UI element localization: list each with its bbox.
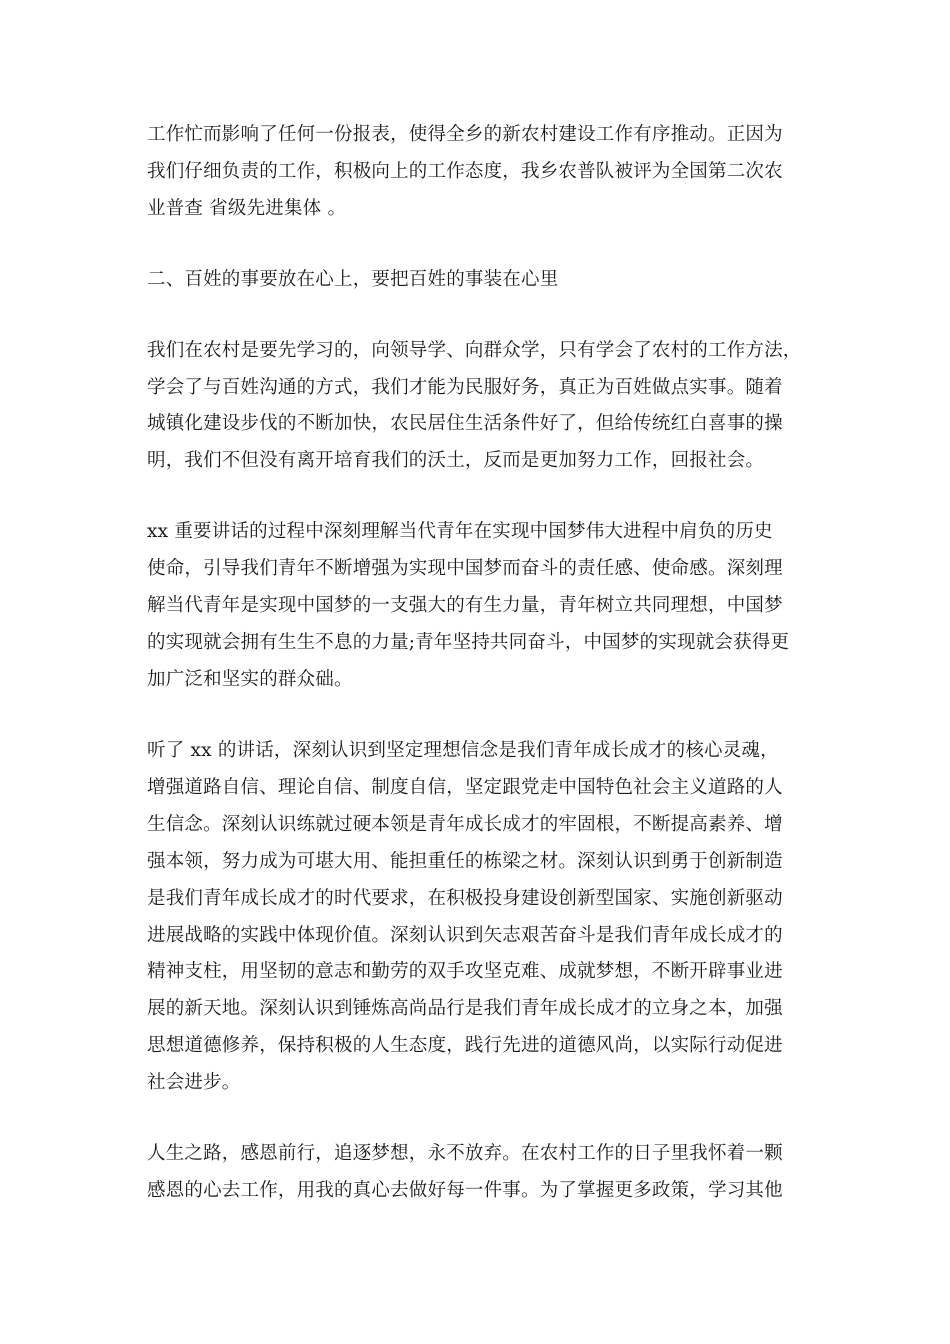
paragraph-5-line-6: 进展战略的实践中体现价值。深刻认识到矢志艰苦奋斗是我们青年成长成才的: [147, 925, 783, 946]
paragraph-1-line-3: 业普查 省级先进集体 。: [147, 198, 347, 219]
section-heading-2: 二、百姓的事要放在心上，要把百姓的事装在心里: [147, 269, 559, 290]
paragraph-1-line-1: 工作忙而影响了任何一份报表，使得全乡的新农村建设工作有序推动。正因为: [147, 124, 783, 145]
paragraph-6-line-2: 感恩的心去工作，用我的真心去做好每一件事。为了掌握更多政策，学习其他: [147, 1180, 783, 1201]
paragraph-4-line-3: 解当代青年是实现中国梦的一支强大的有生力量，青年树立共同理想，中国梦: [147, 595, 783, 616]
paragraph-6-line-1: 人生之路，感恩前行，追逐梦想，永不放弃。在农村工作的日子里我怀着一颗: [147, 1143, 783, 1164]
paragraph-5-line-9: 思想道德修养，保持积极的人生态度，践行先进的道德风尚，以实际行动促进: [147, 1035, 783, 1056]
paragraph-3-line-2: 学会了与百姓沟通的方式，我们才能为民服好务，真正为百姓做点实事。随着: [147, 377, 783, 398]
paragraph-3-line-3: 城镇化建设步伐的不断加快，农民居住生活条件好了，但给传统红白喜事的操: [147, 413, 783, 434]
paragraph-4-line-2: 使命，引导我们青年不断增强为实现中国梦而奋斗的责任感、使命感。深刻理: [147, 558, 783, 579]
paragraph-5-line-2: 增强道路自信、理论自信、制度自信，坚定跟党走中国特色社会主义道路的人: [147, 777, 783, 798]
paragraph-5-line-4: 强本领，努力成为可堪大用、能担重任的栋梁之材。深刻认识到勇于创新制造: [147, 851, 783, 872]
paragraph-5-line-8: 展的新天地。深刻认识到锤炼高尚品行是我们青年成长成才的立身之本，加强: [147, 998, 783, 1019]
paragraph-4-line-4: 的实现就会拥有生生不息的力量;青年坚持共同奋斗，中国梦的实现就会获得更: [147, 632, 790, 653]
paragraph-3-line-1: 我们在农村是要先学习的，向领导学、向群众学，只有学会了农村的工作方法，: [147, 340, 802, 361]
paragraph-4-line-1: xx 重要讲话的过程中深刻理解当代青年在实现中国梦伟大进程中肩负的历史: [147, 521, 773, 542]
paragraph-3-line-4: 明，我们不但没有离开培育我们的沃土，反而是更加努力工作，回报社会。: [147, 450, 765, 471]
paragraph-5-line-5: 是我们青年成长成才的时代要求，在积极投身建设创新型国家、实施创新驱动: [147, 888, 783, 909]
paragraph-1-line-2: 我们仔细负责的工作，积极向上的工作态度，我乡农普队被评为全国第二次农: [147, 161, 783, 182]
paragraph-4-line-5: 加广泛和坚实的群众础。: [147, 669, 353, 690]
paragraph-5-line-1: 听了 xx 的讲话，深刻认识到坚定理想信念是我们青年成长成才的核心灵魂，: [147, 740, 779, 761]
paragraph-5-line-7: 精神支柱，用坚韧的意志和勤劳的双手攻坚克难、成就梦想，不断开辟事业进: [147, 961, 783, 982]
paragraph-5-line-3: 生信念。深刻认识练就过硬本领是青年成长成才的牢固根，不断提高素养、增: [147, 814, 783, 835]
paragraph-5-line-10: 社会进步。: [147, 1072, 241, 1093]
